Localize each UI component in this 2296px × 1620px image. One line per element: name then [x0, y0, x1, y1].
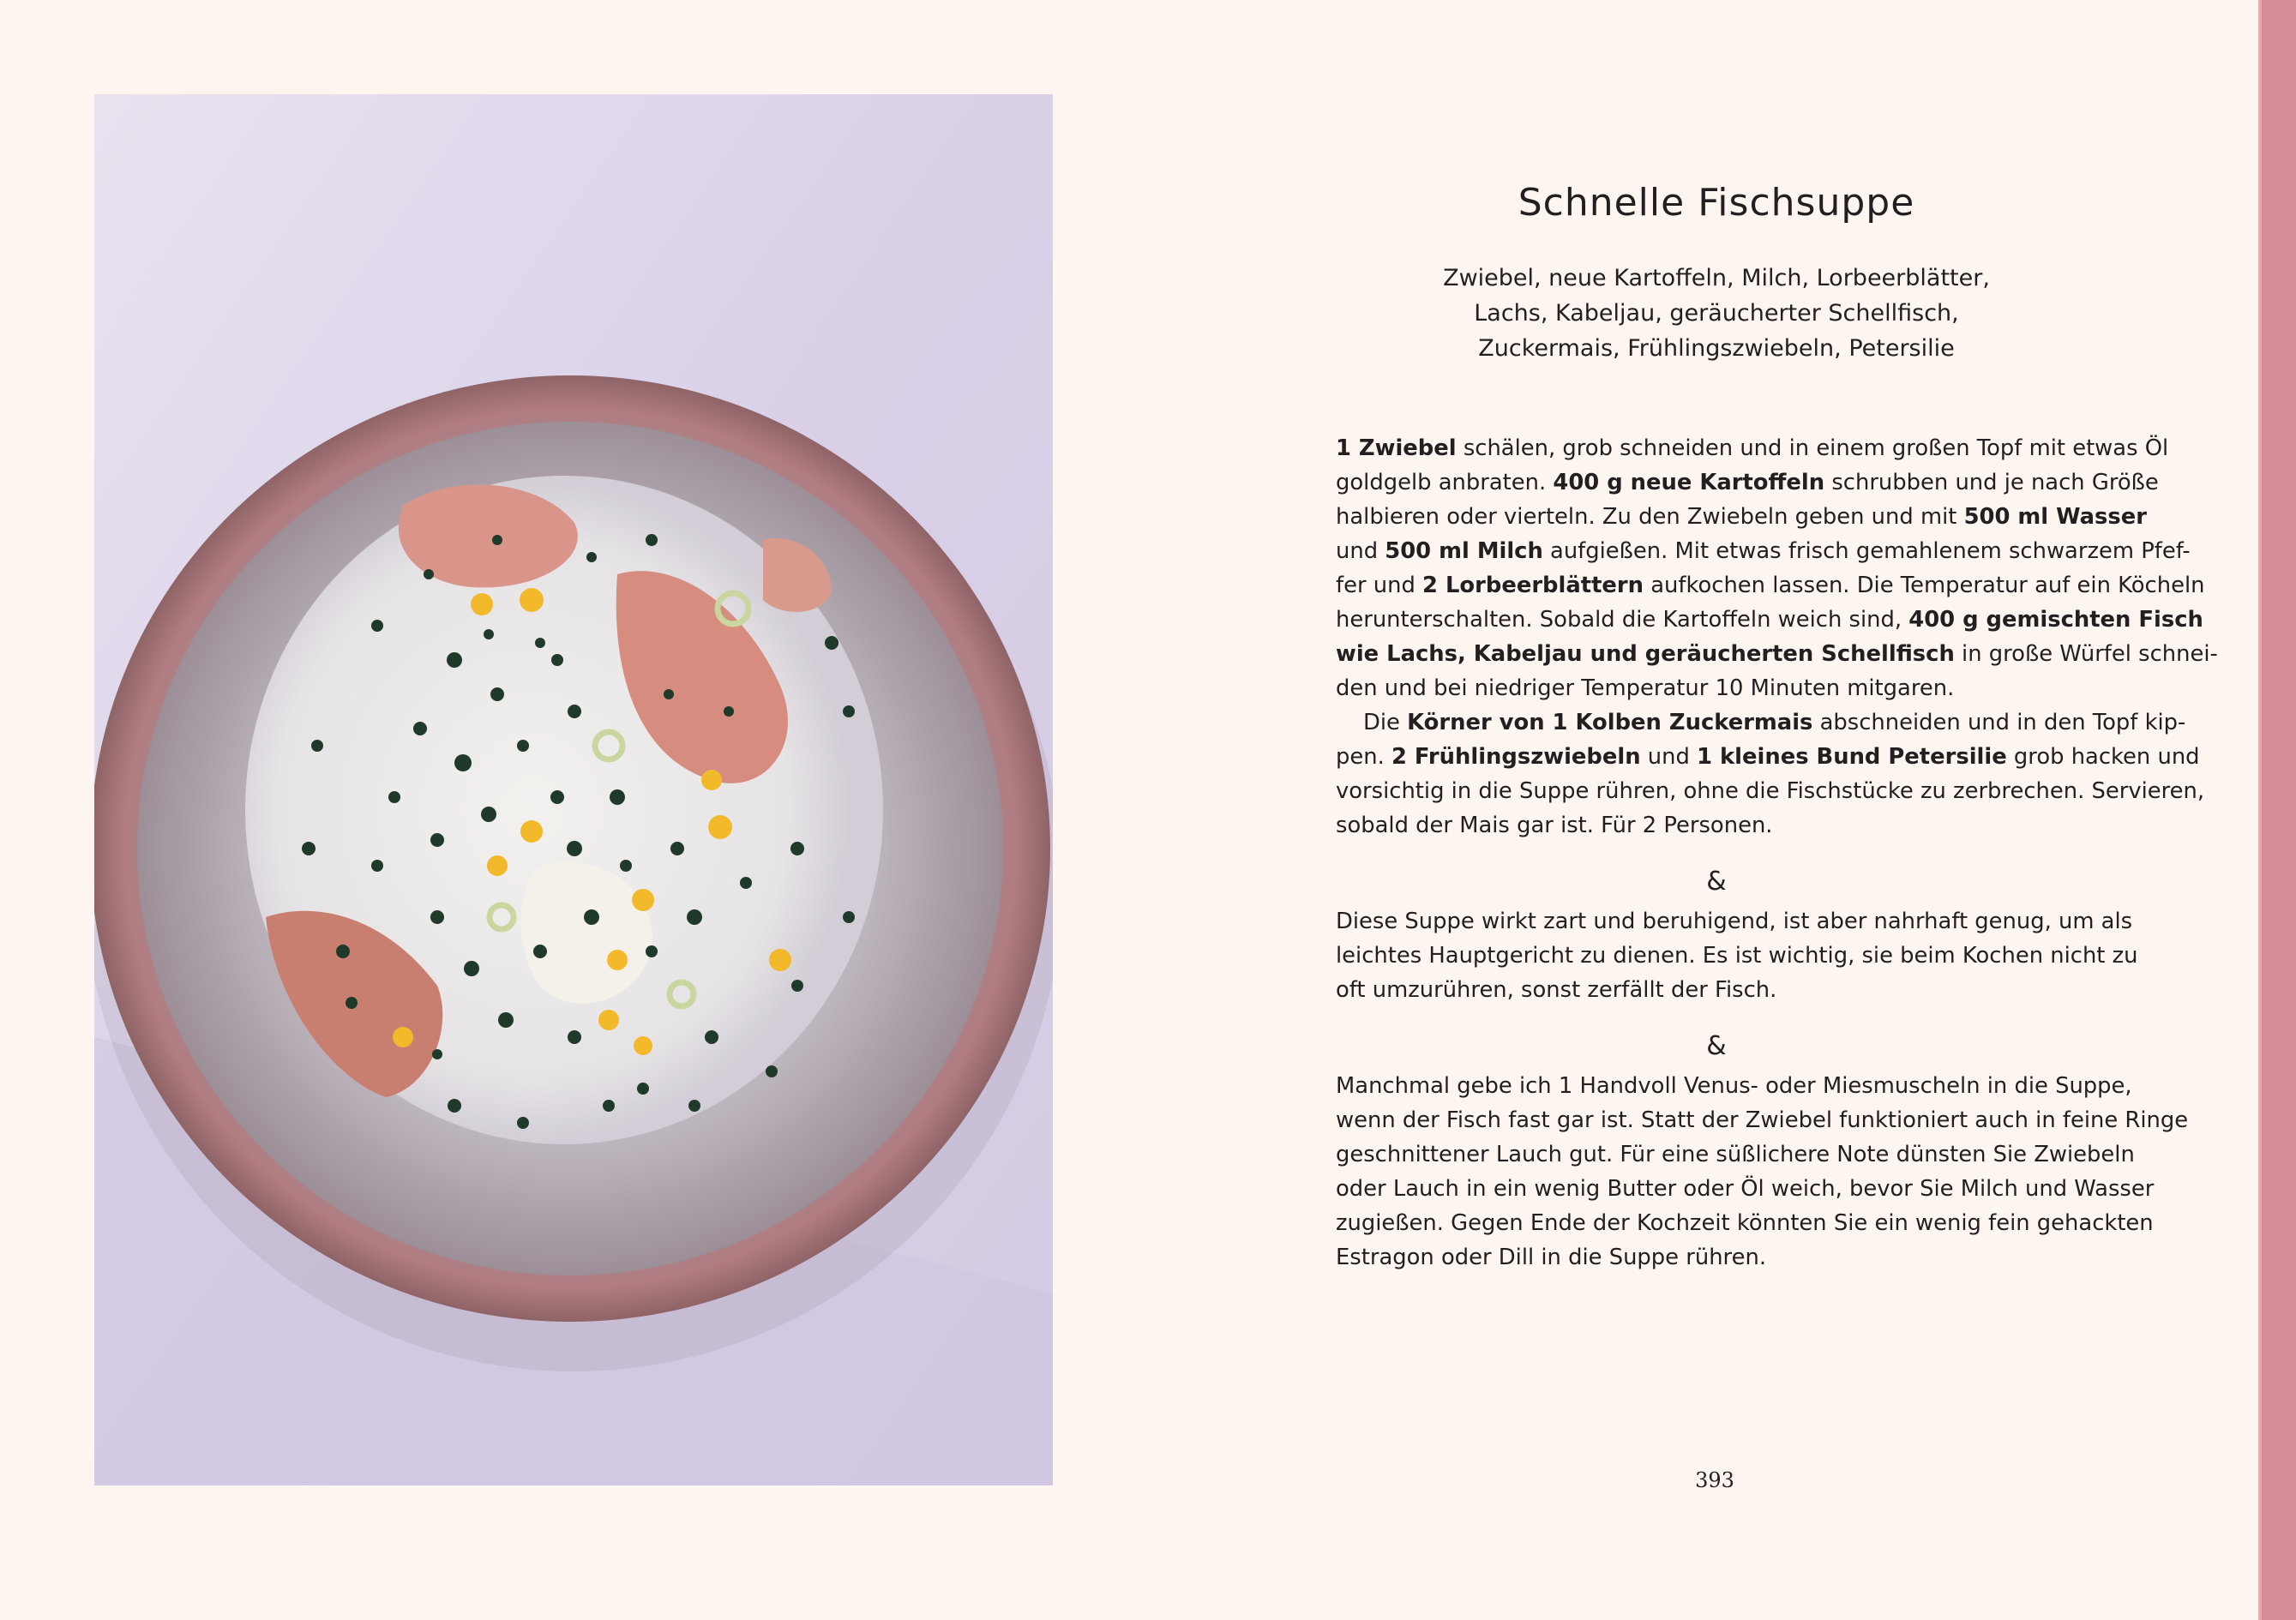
- text-line: [1336, 705, 2186, 740]
- text-run: halbieren oder vierteln. Zu den Zwiebeln geben und mit: [1336, 504, 1964, 530]
- text-line: Estragon oder Dill in die Suppe rühren.: [1336, 1245, 1767, 1270]
- ingredient-amount: 500 ml Wasser: [1963, 504, 2147, 530]
- ingredient-list: [1336, 261, 2097, 366]
- page-edge-strip: [2258, 0, 2296, 1620]
- method-paragraph-1: [1336, 431, 2218, 705]
- text-line: [1336, 500, 2147, 534]
- ingredient-amount: 2 Frühlingszwiebeln: [1391, 744, 1641, 770]
- text-run: schälen, grob schneiden und in einem großen Topf mit etwas Öl: [1456, 435, 2169, 461]
- text-run: in große Würfel schnei-: [1954, 641, 2218, 667]
- text-line: [1336, 465, 2159, 500]
- text-run: grob hacken und: [2006, 744, 2200, 770]
- text-line: geschnittener Lauch gut. Für eine süßlichere Note dünsten Sie Zwiebeln: [1336, 1142, 2135, 1167]
- text-run: goldgelb anbraten.: [1336, 470, 1554, 495]
- text-run: schrubben und je nach Größe: [1824, 470, 2159, 495]
- ingredient-amount: 2 Lorbeerblättern: [1422, 573, 1644, 598]
- text-run: pen.: [1336, 744, 1391, 770]
- text-line: [1336, 603, 2203, 637]
- ingredient-amount: 500 ml Milch: [1385, 538, 1543, 564]
- text-run: Die: [1363, 710, 1408, 735]
- soup-photo: [94, 94, 1053, 1485]
- text-run: den und bei niedriger Temperatur 10 Minuten mitgaren.: [1336, 675, 1955, 701]
- text-line: wenn der Fisch fast gar ist. Statt der Zwiebel funktioniert auch in feine Ringe: [1336, 1107, 2189, 1133]
- text-line: [1336, 637, 2218, 671]
- note-paragraph-2: [1336, 1069, 2189, 1275]
- page-number: 393: [1695, 1468, 1734, 1492]
- ingredient-line: Zuckermais, Frühlingszwiebeln, Petersilie: [1478, 335, 1955, 362]
- ingredient-amount: wie Lachs, Kabeljau und geräucherten Schellfisch: [1336, 641, 1955, 667]
- text-line: [1336, 568, 2205, 603]
- ingredient-amount: 1 Zwiebel: [1336, 435, 1457, 461]
- ingredient-amount: 400 g neue Kartoffeln: [1553, 470, 1825, 495]
- ingredient-line: Lachs, Kabeljau, geräucherter Schellfisch,: [1474, 300, 1959, 327]
- text-line: zugießen. Gegen Ende der Kochzeit könnten Sie ein wenig fein gehackten: [1336, 1210, 2154, 1236]
- text-run: abschneiden und in den Topf kip-: [1812, 710, 2186, 735]
- text-run: und: [1336, 538, 1385, 564]
- text-run: herunterschalten. Sobald die Kartoffeln weich sind,: [1336, 607, 1909, 633]
- text-line: [1336, 671, 2097, 705]
- text-run: und: [1640, 744, 1698, 770]
- text-line: Diese Suppe wirkt zart und beruhigend, ist aber nahrhaft genug, um als: [1336, 909, 2133, 934]
- recipe-body: [1336, 431, 2218, 1275]
- text-run: aufgießen. Mit etwas frisch gemahlenem schwarzem Pfef-: [1542, 538, 2191, 564]
- text-run: vorsichtig in die Suppe rühren, ohne die Fischstücke zu zerbrechen. Servieren,: [1336, 778, 2205, 804]
- ingredient-amount: 1 kleines Bund Petersilie: [1697, 744, 2007, 770]
- text-run: fer und: [1336, 573, 1423, 598]
- text-line: [1336, 431, 2169, 465]
- section-separator: &: [1706, 1031, 1727, 1061]
- recipe: [1336, 171, 2218, 1275]
- section-separator: &: [1706, 867, 1727, 897]
- text-line: [1336, 534, 2191, 568]
- text-line: oft umzurühren, sonst zerfällt der Fisch.: [1336, 977, 1777, 1003]
- ingredient-line: Zwiebel, neue Kartoffeln, Milch, Lorbeerblätter,: [1443, 265, 1990, 291]
- method-paragraph-2: [1336, 705, 2205, 843]
- note-paragraph-1: [1336, 904, 2138, 1007]
- text-line: [1336, 808, 2097, 843]
- text-line: leichtes Hauptgericht zu dienen. Es ist wichtig, sie beim Kochen nicht zu: [1336, 943, 2138, 969]
- recipe-title: Schnelle Fischsuppe: [1518, 181, 1915, 225]
- ingredient-amount: 400 g gemischten Fisch: [1908, 607, 2203, 633]
- ingredient-amount: Körner von 1 Kolben Zuckermais: [1407, 710, 1813, 735]
- text-line: [1336, 774, 2205, 808]
- text-line: Manchmal gebe ich 1 Handvoll Venus- oder Miesmuscheln in die Suppe,: [1336, 1073, 2132, 1099]
- text-run: aufkochen lassen. Die Temperatur auf ein Köcheln: [1644, 573, 2205, 598]
- text-line: oder Lauch in ein wenig Butter oder Öl weich, bevor Sie Milch und Wasser: [1336, 1176, 2155, 1202]
- text-line: [1336, 740, 2200, 774]
- text-run: sobald der Mais gar ist. Für 2 Personen.: [1336, 813, 1773, 838]
